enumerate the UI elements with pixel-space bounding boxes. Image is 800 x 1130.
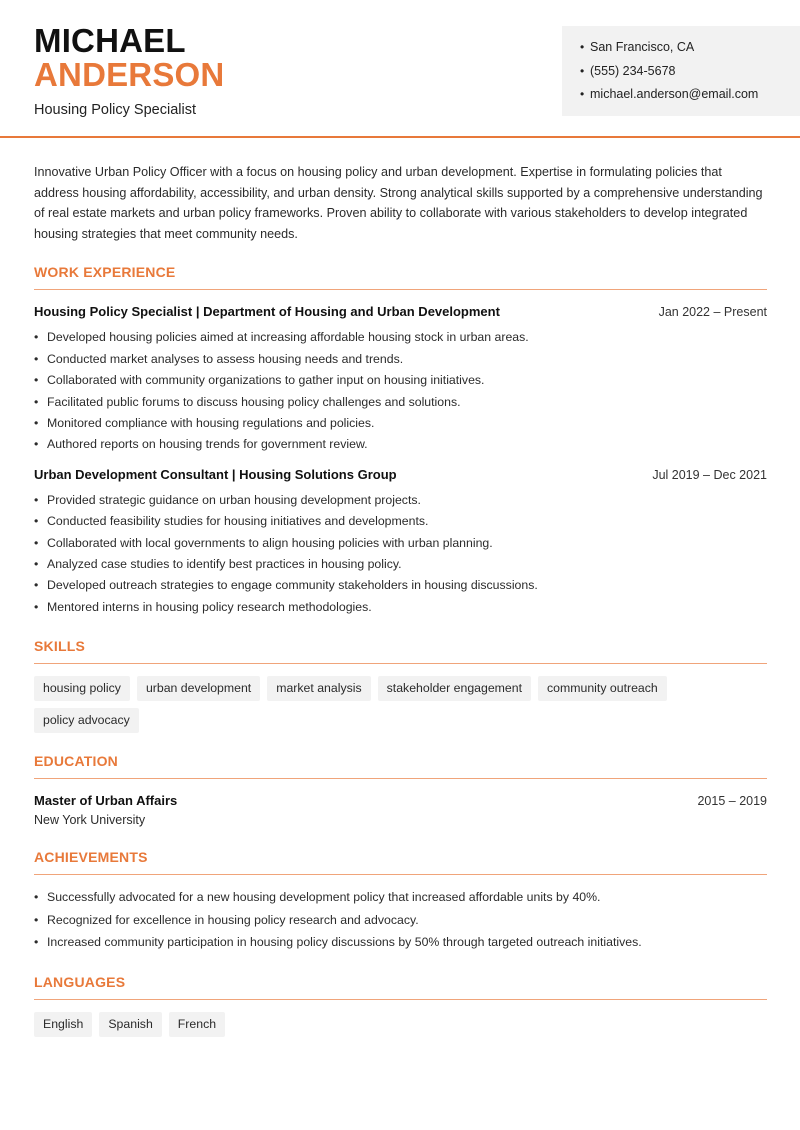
- language-tag: Spanish: [99, 1012, 161, 1037]
- list-item: [34, 413, 767, 434]
- resume-body: [34, 162, 767, 1044]
- list-item-text: Conducted feasibility studies for housing initiatives and developments.: [47, 514, 429, 529]
- language-tags: [34, 1012, 767, 1044]
- section-title: EDUCATION: [34, 753, 767, 779]
- section-title: LANGUAGES: [34, 974, 767, 1000]
- skill-tag: market analysis: [267, 676, 370, 701]
- education-section: [34, 753, 767, 827]
- list-item: [34, 909, 767, 932]
- section-title: SKILLS: [34, 638, 767, 664]
- contact-location: [580, 40, 800, 64]
- list-item-text: Authored reports on housing trends for government review.: [47, 437, 368, 452]
- list-item: [34, 349, 767, 370]
- summary: Innovative Urban Policy Officer with a focus on housing policy and urban development. Expertise in formulating policies that address housing affordability, accessibility, and urban density. Strong analytical skills supported by a comprehensive understanding of real estate markets and urban policy frameworks. Proven ability to collaborate with various stakeholders to develop integrated housing strategies that meet community needs.: [34, 165, 763, 241]
- list-item-text: Monitored compliance with housing regulations and policies.: [47, 416, 375, 430]
- contact-phone-text: (555) 234-5678: [590, 63, 676, 78]
- resume-header: [0, 0, 800, 138]
- contact-box: [562, 26, 800, 116]
- list-item-text: Recognized for excellence in housing policy research and advocacy.: [47, 912, 419, 927]
- list-item: [34, 931, 767, 954]
- list-item: [34, 575, 767, 596]
- skill-tag: housing policy: [34, 676, 130, 701]
- achievement-list: [34, 886, 767, 954]
- list-item-text: Facilitated public forums to discuss housing policy challenges and solutions.: [47, 394, 461, 409]
- list-item-text: Conducted market analyses to assess housing needs and trends.: [47, 351, 404, 366]
- languages-section: [34, 974, 767, 1044]
- bullet-icon: •: [34, 599, 39, 614]
- list-item: [34, 886, 767, 909]
- language-tag: French: [169, 1012, 225, 1037]
- section-title: ACHIEVEMENTS: [34, 849, 767, 875]
- bullet-icon: •: [34, 935, 39, 950]
- bullet-icon: •: [580, 87, 585, 101]
- list-item: [34, 554, 767, 575]
- bullet-icon: •: [34, 492, 39, 507]
- bullet-icon: •: [34, 578, 39, 593]
- list-item-text: Increased community participation in housing policy discussions by 50% through targeted outreach initiatives.: [47, 935, 642, 950]
- list-item: [34, 392, 767, 413]
- first-name: MICHAEL: [34, 22, 186, 59]
- contact-email: [580, 87, 800, 111]
- list-item: [34, 490, 767, 511]
- skill-tag: stakeholder engagement: [378, 676, 531, 701]
- job-dates: Jul 2019 – Dec 2021: [652, 467, 767, 482]
- job-entry: [34, 304, 767, 455]
- bullet-icon: •: [34, 535, 39, 550]
- education-dates: 2015 – 2019: [697, 794, 767, 809]
- education-entry: [34, 793, 767, 827]
- skill-tags: [34, 676, 767, 740]
- job-dates: Jan 2022 – Present: [658, 305, 767, 320]
- list-item: [34, 597, 767, 618]
- job-bullets: [34, 490, 767, 618]
- bullet-icon: •: [34, 557, 39, 572]
- job-entry: [34, 467, 767, 618]
- bullet-icon: •: [34, 416, 39, 430]
- skills-section: [34, 638, 767, 740]
- skill-tag: community outreach: [538, 676, 667, 701]
- job-role: Urban Development Consultant | Housing Solutions Group: [34, 466, 397, 482]
- language-tag: English: [34, 1012, 92, 1037]
- last-name: ANDERSON: [34, 56, 225, 93]
- bullet-icon: •: [34, 437, 39, 452]
- list-item: [34, 327, 767, 348]
- list-item: [34, 533, 767, 554]
- achievements-section: [34, 849, 767, 954]
- skill-tag: policy advocacy: [34, 708, 139, 733]
- bullet-icon: •: [34, 890, 39, 905]
- contact-phone: [580, 64, 800, 88]
- bullet-icon: •: [34, 351, 39, 366]
- section-title: WORK EXPERIENCE: [34, 264, 767, 290]
- contact-location-text: San Francisco, CA: [590, 40, 695, 54]
- list-item-text: Provided strategic guidance on urban housing development projects.: [47, 492, 421, 507]
- bullet-icon: •: [34, 394, 39, 409]
- list-item: [34, 370, 767, 391]
- bullet-icon: •: [580, 63, 585, 78]
- job-bullets: [34, 327, 767, 455]
- bullet-icon: •: [580, 40, 585, 54]
- list-item-text: Collaborated with community organizations to gather input on housing initiatives.: [47, 373, 485, 388]
- list-item: [34, 434, 767, 455]
- list-item-text: Developed outreach strategies to engage community stakeholders in housing discussions.: [47, 578, 538, 593]
- bullet-icon: •: [34, 514, 39, 529]
- bullet-icon: •: [34, 330, 39, 345]
- list-item-text: Collaborated with local governments to align housing policies with urban planning.: [47, 535, 493, 550]
- skill-tag: urban development: [137, 676, 260, 701]
- list-item-text: Developed housing policies aimed at increasing affordable housing stock in urban areas.: [47, 330, 529, 345]
- name-block: [34, 24, 224, 118]
- bullet-icon: •: [34, 912, 39, 927]
- list-item-text: Mentored interns in housing policy research methodologies.: [47, 599, 372, 614]
- school: New York University: [34, 813, 146, 828]
- degree: Master of Urban Affairs: [34, 793, 178, 809]
- job-title: Housing Policy Specialist: [34, 102, 196, 118]
- contact-email-text: michael.anderson@email.com: [590, 87, 759, 101]
- list-item: [34, 511, 767, 532]
- list-item-text: Successfully advocated for a new housing development policy that increased affordable units by 40%.: [47, 890, 601, 905]
- bullet-icon: •: [34, 373, 39, 388]
- work-experience-section: [34, 264, 767, 618]
- list-item-text: Analyzed case studies to identify best practices in housing policy.: [47, 557, 402, 572]
- job-role: Housing Policy Specialist | Department of Housing and Urban Development: [34, 304, 500, 320]
